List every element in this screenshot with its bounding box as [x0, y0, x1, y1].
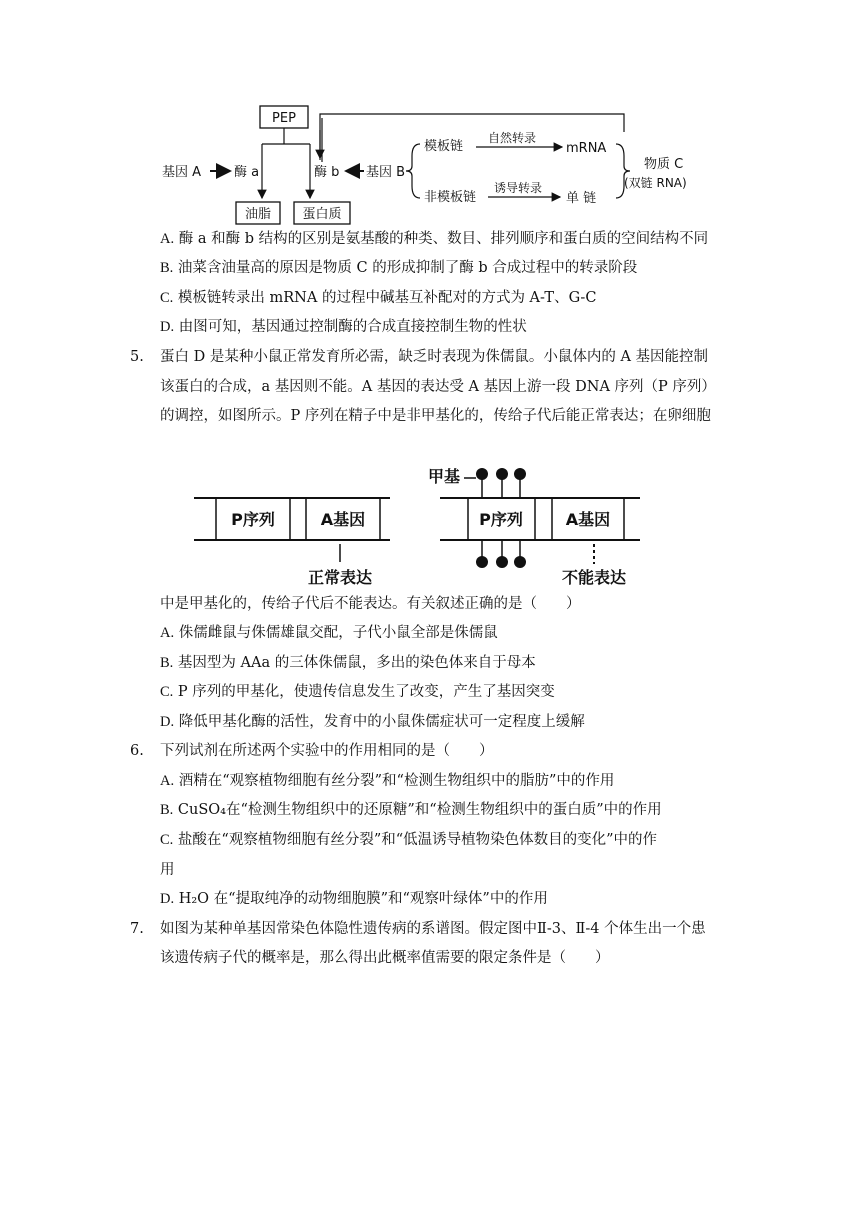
option-letter: C.	[160, 290, 174, 306]
methylation-diagram	[190, 462, 650, 592]
q6-stem: 下列试剂在所述两个实验中的作用相同的是（ ）	[160, 743, 494, 759]
option-letter: D.	[160, 714, 175, 730]
q5-option-b	[160, 653, 536, 673]
q5-stem-line: 蛋白 D 是某种小鼠正常发育所必需，缺乏时表现为侏儒鼠。小鼠体内的 A 基因能控制	[160, 349, 709, 365]
option-text: 由图可知，基因通过控制酶的合成直接控制生物的性状	[178, 319, 527, 335]
option-letter: B.	[160, 655, 174, 671]
option-letter: C.	[160, 684, 174, 700]
q6-option-a	[160, 771, 614, 791]
methyl-group	[514, 468, 526, 480]
single-strand-label: 单 链	[566, 191, 597, 206]
q5-stem-continued: 中是甲基化的，传给子代后不能表达。有关叙述正确的是（ ）	[160, 596, 581, 612]
double-rna-label: (双链 RNA)	[624, 176, 687, 190]
methyl-label: 甲基	[428, 467, 461, 486]
q4-option-b	[160, 258, 637, 278]
option-letter: A.	[160, 773, 175, 789]
natural-transcription-label: 自然转录	[488, 131, 537, 145]
a-gene-label: A基因	[320, 510, 366, 529]
option-letter: A.	[160, 625, 175, 641]
q6-number: 6.	[130, 743, 144, 759]
gene-b-label: 基因 B	[366, 165, 406, 180]
q6-option-d	[160, 889, 548, 909]
option-text: 模板链转录出 mRNA 的过程中碱基互补配对的方式为 A-T、G-C	[177, 290, 597, 306]
q6-option-c	[160, 830, 657, 850]
option-letter: C.	[160, 832, 174, 848]
q5-option-d	[160, 712, 585, 732]
pep-label: PEP	[272, 111, 296, 126]
option-letter: B.	[160, 802, 174, 818]
option-text: 降低甲基化酶的活性，发育中的小鼠侏儒症状可一定程度上缓解	[178, 714, 585, 730]
oil-label: 油脂	[244, 207, 272, 222]
option-text: 基因型为 AAa 的三体侏儒鼠，多出的染色体来自于母本	[177, 655, 536, 671]
methyl-group	[496, 468, 508, 480]
option-letter: A.	[160, 231, 175, 247]
substance-c-label: 物质 C	[644, 157, 684, 172]
mrna-label: mRNA	[566, 141, 607, 156]
option-text: CuSO₄在“检测生物组织中的还原糖”和“检测生物组织中的蛋白质”中的作用	[177, 802, 662, 818]
gene-regulation-diagram	[150, 100, 740, 228]
protein-label: 蛋白质	[302, 207, 342, 222]
normal-expression-label: 正常表达	[307, 568, 373, 587]
option-letter: D.	[160, 319, 175, 335]
q4-option-a	[160, 229, 708, 249]
methyl-group	[476, 468, 488, 480]
induced-transcription-label: 诱导转录	[494, 181, 543, 195]
option-text: 酶 a 和酶 b 结构的区别是氨基酸的种类、数目、排列顺序和蛋白质的空间结构不同	[178, 231, 709, 247]
no-expression-label: 不能表达	[561, 568, 627, 587]
q5-option-a	[160, 623, 498, 643]
option-text: 盐酸在“观察植物细胞有丝分裂”和“低温诱导植物染色体数目的变化”中的作	[177, 832, 658, 848]
q6-option-b	[160, 800, 662, 820]
methyl-group	[514, 556, 526, 568]
option-text: P 序列的甲基化，使遗传信息发生了改变，产生了基因突变	[177, 684, 555, 700]
template-strand-label: 模板链	[424, 139, 464, 154]
option-text: 酒精在“观察植物细胞有丝分裂”和“检测生物组织中的脂肪”中的作用	[178, 773, 615, 789]
option-text: H₂O 在“提取纯净的动物细胞膜”和“观察叶绿体”中的作用	[178, 891, 548, 907]
q5-stem-line: 该蛋白的合成，a 基因则不能。A 基因的表达受 A 基因上游一段 DNA 序列（P 序列）	[160, 379, 716, 395]
gene-a-label: 基因 A	[162, 165, 202, 180]
option-text: 油菜含油量高的原因是物质 C 的形成抑制了酶 b 合成过程中的转录阶段	[177, 260, 638, 276]
option-letter: D.	[160, 891, 175, 907]
enzyme-a-label: 酶 a	[234, 165, 260, 180]
p-sequence-label: P序列	[231, 510, 275, 529]
q6-option-c-continued: 用	[160, 862, 175, 878]
a-gene-label: A基因	[565, 510, 611, 529]
q5-stem-line: 的调控，如图所示。P 序列在精子中是非甲基化的，传给子代后能正常表达；在卵细胞	[160, 408, 711, 424]
q5-option-c	[160, 682, 555, 702]
enzyme-b-label: 酶 b	[314, 165, 340, 180]
non-template-strand-label: 非模板链	[424, 190, 477, 205]
option-letter: B.	[160, 260, 174, 276]
q7-stem-line: 该遗传病子代的概率是，那么得出此概率值需要的限定条件是（ ）	[160, 950, 610, 966]
q7-stem-line: 如图为某种单基因常染色体隐性遗传病的系谱图。假定图中Ⅱ-3、Ⅱ-4 个体生出一个患	[160, 921, 706, 937]
methyl-group	[476, 556, 488, 568]
methyl-group	[496, 556, 508, 568]
q7-number: 7.	[130, 921, 144, 937]
q4-option-c	[160, 288, 596, 308]
p-sequence-label: P序列	[479, 510, 523, 529]
q5-number: 5.	[130, 349, 144, 365]
option-text: 侏儒雌鼠与侏儒雄鼠交配，子代小鼠全部是侏儒鼠	[178, 625, 498, 641]
q4-option-d	[160, 317, 527, 337]
